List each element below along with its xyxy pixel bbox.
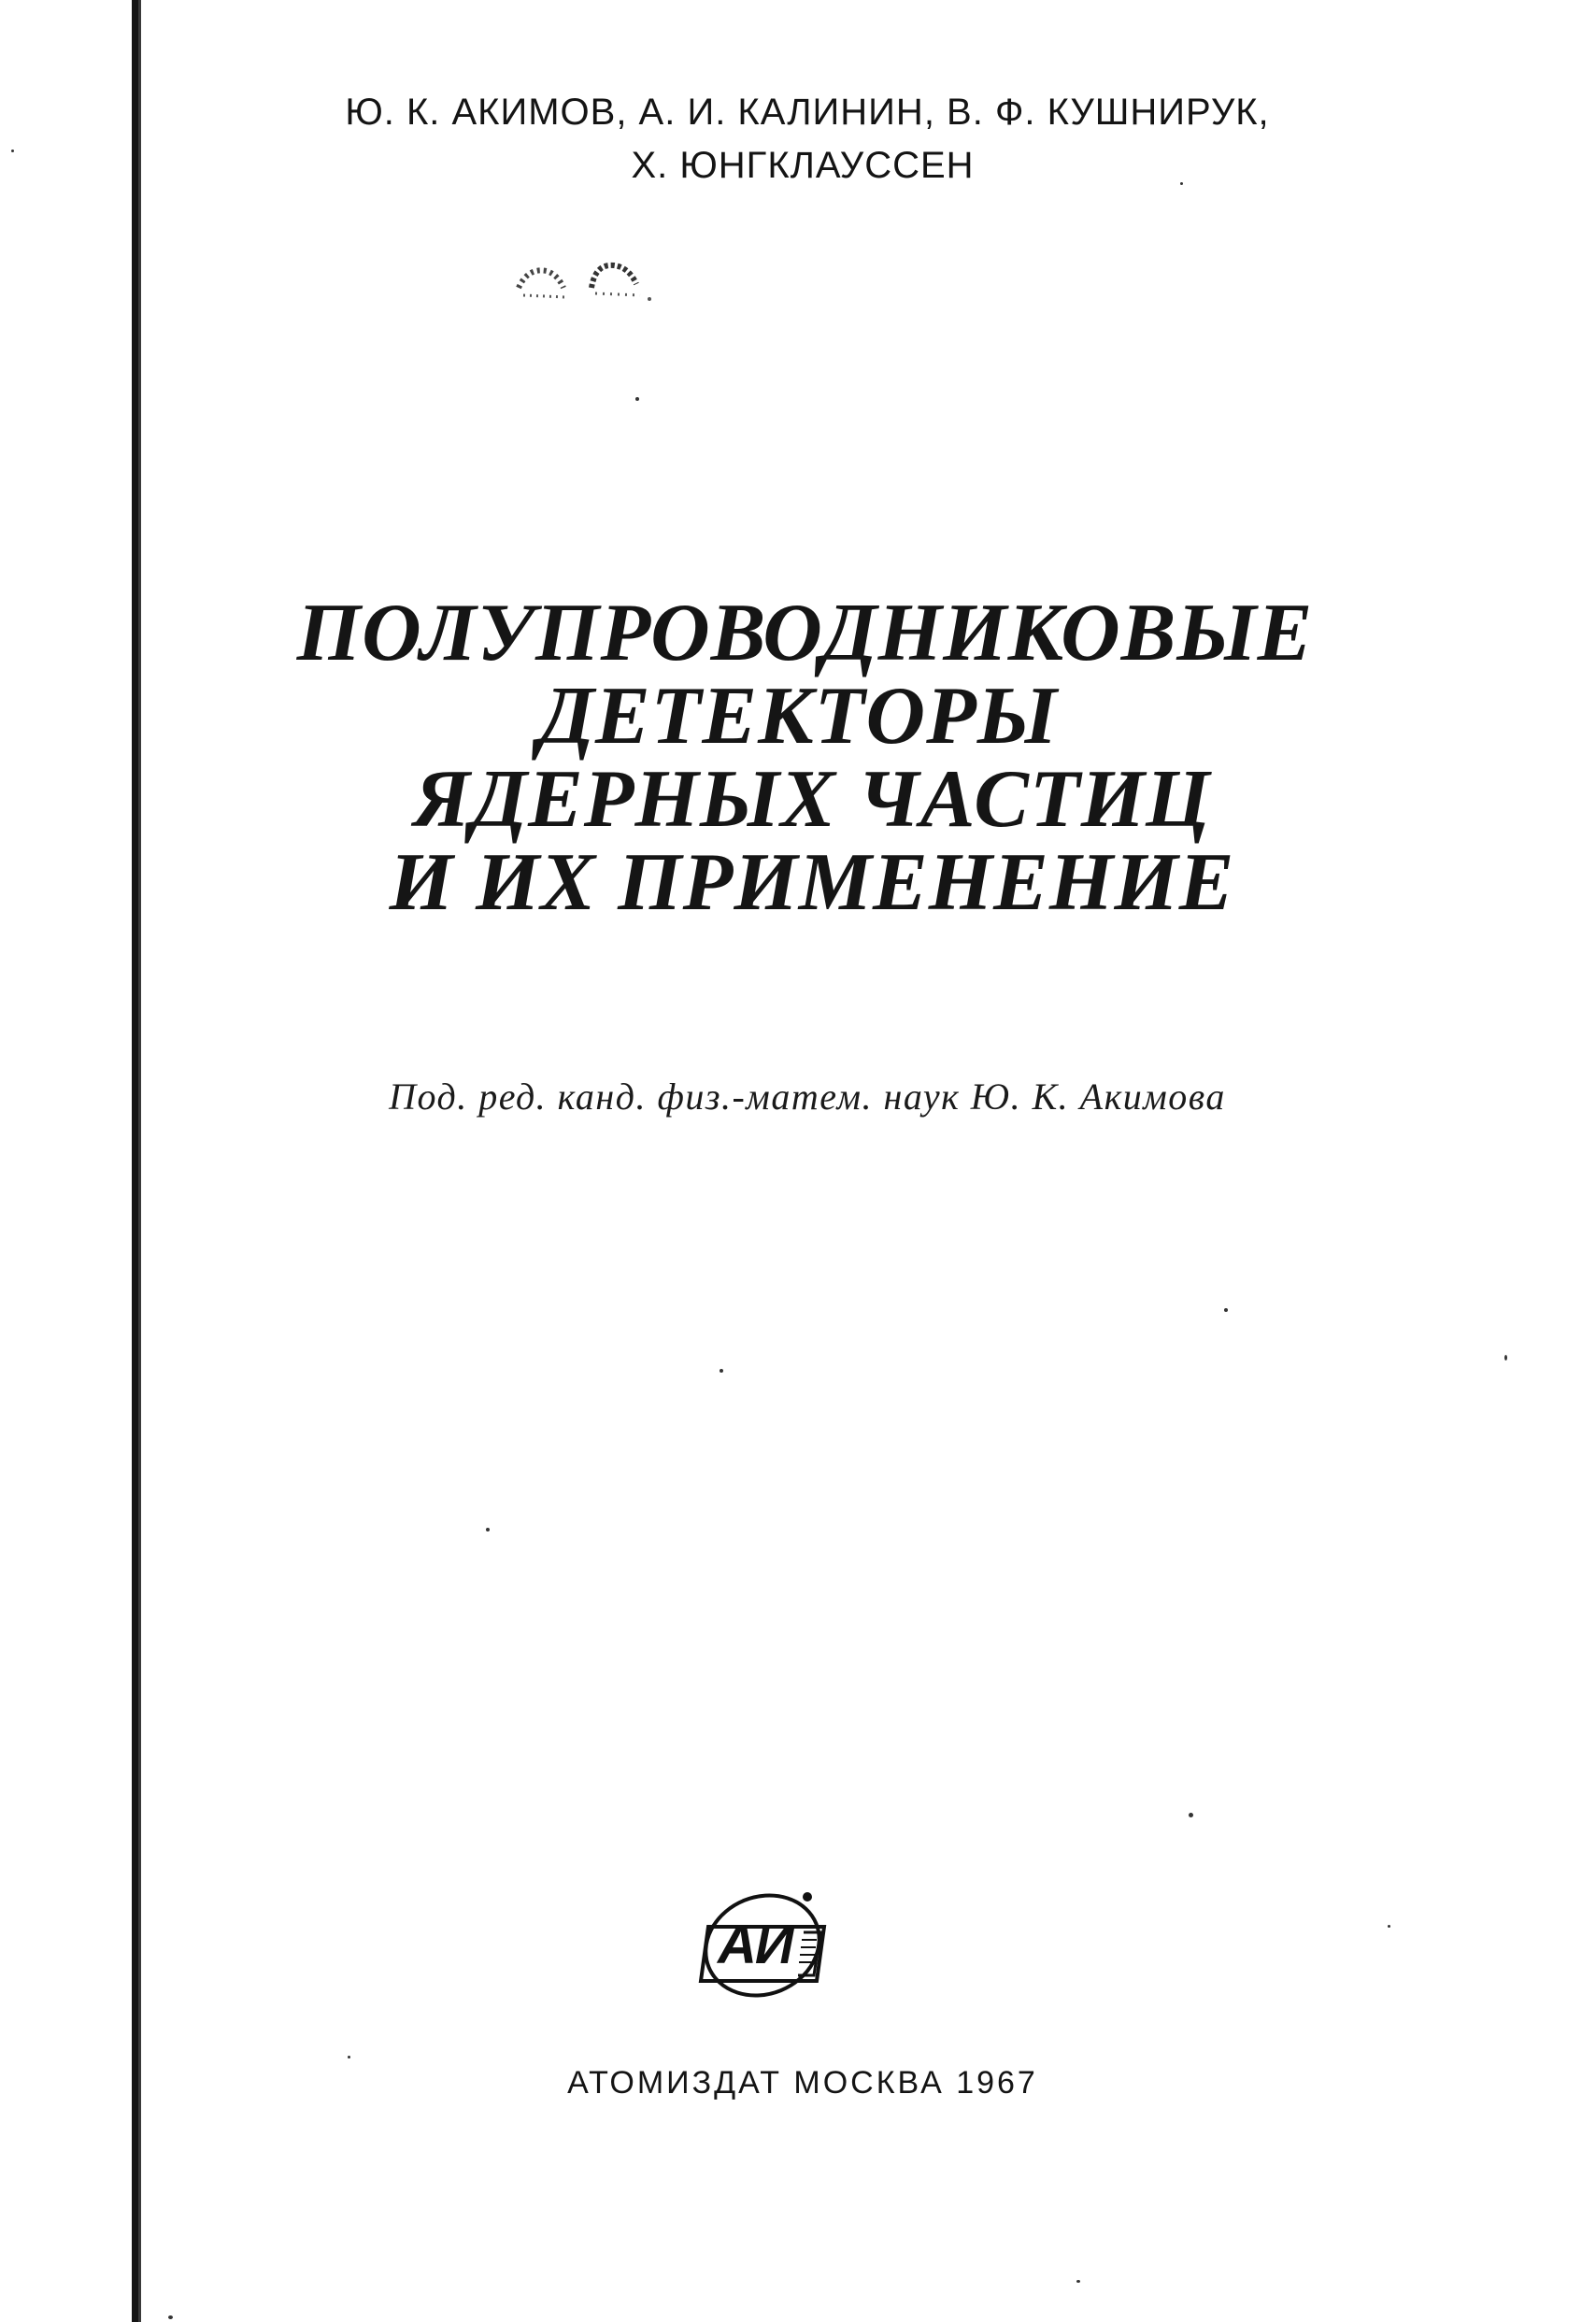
- title-line-4: И ИХ ПРИМЕНЕНИЕ: [389, 837, 1235, 928]
- book-title: [0, 588, 1596, 928]
- library-stamp-smudge: [509, 250, 659, 316]
- editor-credit: Под. ред. канд. физ.-матем. наук Ю. К. Акимова: [389, 1076, 1226, 1118]
- authors-line-2: Х. ЮНГКЛАУССЕН: [631, 145, 975, 186]
- paper-speck: [348, 2056, 350, 2058]
- paper-speck: [720, 1369, 723, 1373]
- title-line-2: ДЕТЕКТОРЫ: [537, 671, 1059, 762]
- paper-speck: [168, 2315, 173, 2319]
- paper-speck: [486, 1528, 490, 1531]
- logo-letters: АИ: [718, 1915, 792, 1975]
- page-binding-edge: [132, 0, 140, 2322]
- paper-speck: [1388, 1925, 1390, 1928]
- paper-speck: [1189, 1813, 1193, 1817]
- paper-speck: [1224, 1308, 1228, 1312]
- paper-speck: [1504, 1355, 1507, 1360]
- title-line-3: ЯДЕРНЫХ ЧАСТИЦ: [413, 754, 1211, 845]
- title-line-1: ПОЛУПРОВОДНИКОВЫЕ: [296, 588, 1314, 678]
- paper-speck: [635, 397, 639, 401]
- authors-line-1: Ю. К. АКИМОВ, А. И. КАЛИНИН, В. Ф. КУШНИРУК,: [345, 92, 1270, 133]
- publisher-imprint: АТОМИЗДАТ МОСКВА 1967: [567, 2065, 1038, 2101]
- paper-speck: [11, 150, 14, 152]
- paper-speck: [1180, 182, 1183, 185]
- paper-speck: [1076, 2280, 1080, 2283]
- atomizdat-logo: [680, 1878, 848, 2018]
